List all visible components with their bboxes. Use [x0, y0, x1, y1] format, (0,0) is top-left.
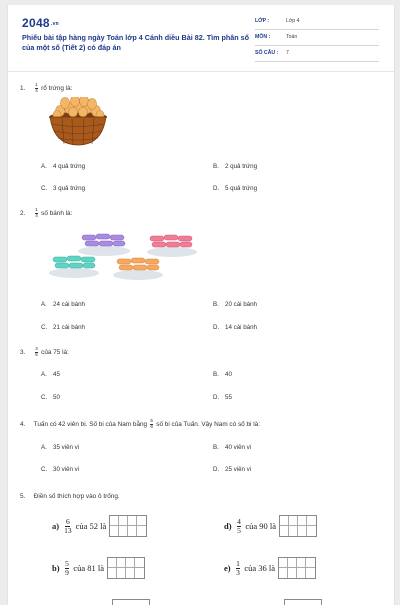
fill-item-a: a) $\frac{6}{13}$ của 52 là [52, 515, 147, 537]
site-logo[interactable]: 2048.vn [22, 16, 60, 30]
meta-subject: MÔN : Toán [255, 31, 379, 46]
meta-class: LỚP : Lớp 4 [255, 15, 379, 30]
fraction: $\frac{1}{4}$ [35, 207, 38, 218]
fraction: $\frac{5}{9}$ [65, 558, 69, 577]
page-title: Phiếu bài tập hàng ngày Toán lớp 4 Cánh diều Bài 82. Tìm phân số của một số (Tiết 2) có đáp án [22, 33, 250, 52]
egg-basket-illustration [46, 97, 110, 149]
option-d[interactable]: D. 5 quả trứng [213, 185, 258, 192]
question-5: 5. Điền số thích hợp vào ô trống. [20, 493, 120, 500]
fraction: $\frac{5}{6}$ [150, 418, 153, 429]
question-1: 1. $\frac{1}{4}$ rổ trứng là: [20, 82, 73, 93]
fraction: $\frac{1}{3}$ [236, 558, 240, 577]
answer-box[interactable] [109, 515, 147, 537]
fraction: $\frac{3}{5}$ [35, 346, 38, 357]
worksheet-header [8, 5, 394, 67]
fill-item-e: e) $\frac{1}{3}$ của 36 là [224, 557, 316, 579]
meta-question-count: SỐ CÂU : 7 [255, 47, 379, 62]
fill-item-b: b) $\frac{5}{9}$ của 81 là [52, 557, 145, 579]
worksheet-page [7, 5, 395, 605]
option-c[interactable]: C. 30 viên vi [41, 466, 80, 473]
macaron-plates-illustration [46, 227, 206, 283]
option-d[interactable]: D. 55 [213, 394, 232, 401]
option-c[interactable]: C. 3 quả trứng [41, 185, 86, 192]
question-2: 2. $\frac{1}{4}$ số bánh là: [20, 207, 73, 218]
fraction: $\frac{1}{4}$ [35, 82, 38, 93]
option-b[interactable]: B. 2 quả trứng [213, 163, 258, 170]
option-b[interactable]: B. 20 cái bánh [213, 301, 257, 308]
question-3: 3. $\frac{3}{5}$ của 75 là: [20, 346, 69, 357]
option-c[interactable]: C. 50 [41, 394, 60, 401]
answer-box[interactable] [279, 515, 317, 537]
option-a[interactable]: A. 45 [41, 371, 60, 378]
fraction: $\frac{4}{5}$ [237, 516, 241, 535]
question-4: 4. Tuấn có 42 viên bi. Số bi của Nam bằng $\frac{5}{6}$ số bi của Tuấn. Vậy Nam có số bi là: [20, 418, 260, 429]
option-d[interactable]: D. 25 viên vi [213, 466, 252, 473]
fill-item-d: d) $\frac{4}{5}$ của 90 là [224, 515, 317, 537]
option-a[interactable]: A. 4 quả trứng [41, 163, 86, 170]
header-divider [8, 71, 394, 72]
answer-box[interactable] [278, 557, 316, 579]
option-b[interactable]: B. 40 viên vi [213, 444, 252, 451]
option-a[interactable]: A. 35 viên vi [41, 444, 80, 451]
option-d[interactable]: D. 14 cái bánh [213, 324, 257, 331]
option-a[interactable]: A. 24 cái bánh [41, 301, 85, 308]
answer-box[interactable] [107, 557, 145, 579]
option-c[interactable]: C. 21 cái bánh [41, 324, 85, 331]
fraction: $\frac{6}{13}$ [64, 516, 72, 535]
option-b[interactable]: B. 40 [213, 371, 232, 378]
